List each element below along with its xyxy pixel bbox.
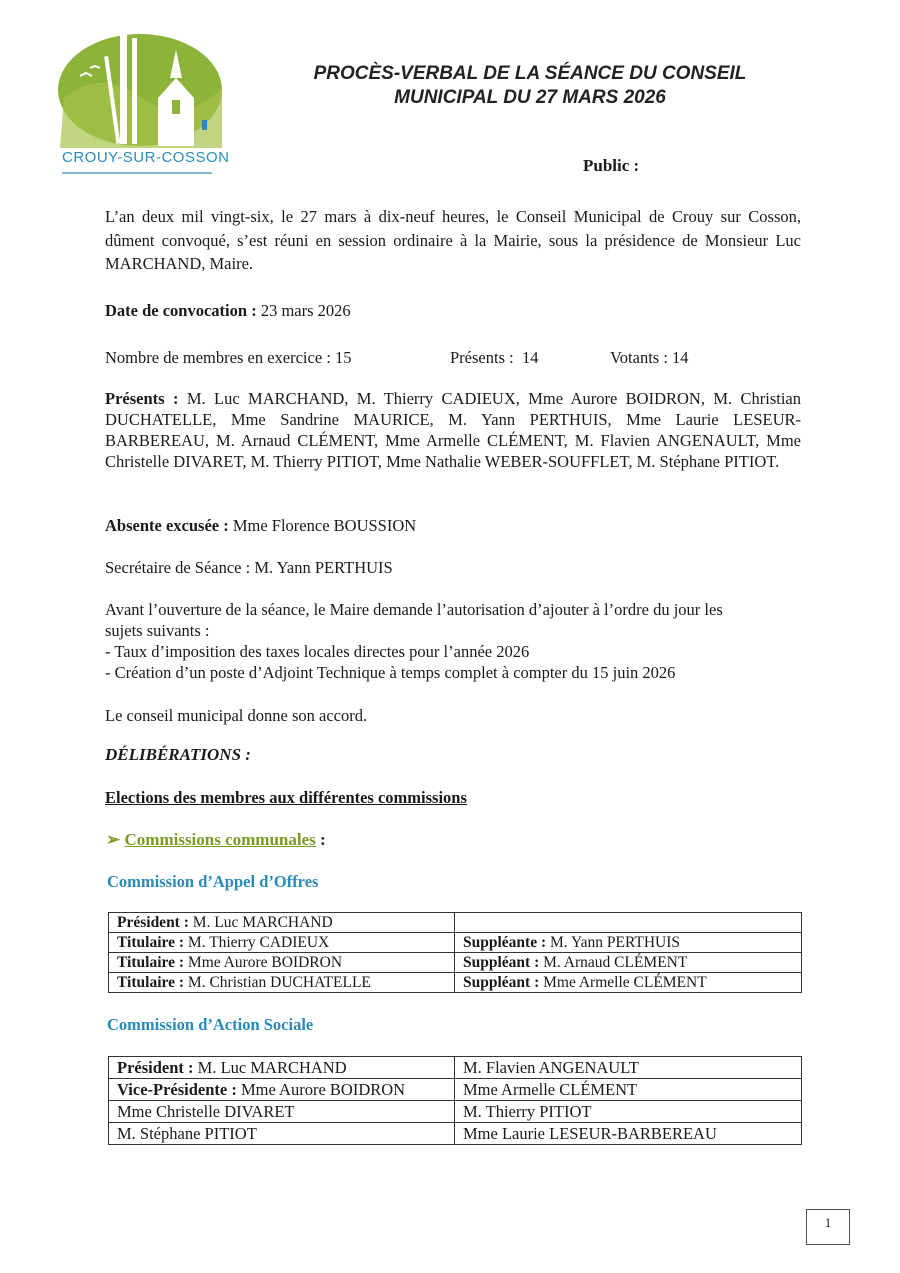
convocation-date: 23 mars 2026	[260, 301, 351, 320]
page-number: 1	[806, 1209, 850, 1245]
cell-value: M. Luc MARCHAND	[193, 1058, 347, 1077]
cell-value: M. Yann PERTHUIS	[546, 934, 680, 951]
table-cell	[455, 913, 802, 933]
cell-label: Titulaire :	[117, 974, 185, 991]
logo-underline	[62, 172, 212, 174]
cell-value: Mme Armelle CLÉMENT	[539, 974, 707, 991]
intro-paragraph: L’an deux mil vingt-six, le 27 mars à dix-neuf heures, le Conseil Municipal de Crouy sur Cosson, dûment convoqué, s’est réuni en session ordinaire à la Mairie, sous la présidence de Monsieur Luc MARCHAND, Maire.	[105, 207, 801, 273]
table-cell: M. Thierry PITIOT	[455, 1101, 802, 1123]
deliberations-heading: DÉLIBÉRATIONS :	[105, 745, 251, 764]
table-cell	[109, 1123, 455, 1145]
membres-count: Nombre de membres en exercice : 15	[105, 348, 352, 367]
cell-label: Président :	[117, 1058, 194, 1077]
ordre-line-1: Avant l’ouverture de la séance, le Maire demande l’autorisation d’ajouter à l’ordre du jour les	[105, 600, 723, 619]
table-cell	[109, 1057, 455, 1079]
table-cell	[109, 933, 455, 953]
table-cell	[109, 1079, 455, 1101]
ordre-line-2: sujets suivants :	[105, 621, 210, 640]
presents-label: Présents :	[105, 389, 179, 408]
cell-value: M. Christian DUCHATELLE	[184, 974, 371, 991]
crouy-logo	[52, 28, 230, 178]
absente-label: Absente excusée :	[105, 516, 229, 535]
table-cell	[109, 953, 455, 973]
title-line-2: MUNICIPAL DU 27 MARS 2026	[394, 87, 666, 108]
action-sociale-title: Commission d’Action Sociale	[107, 1015, 314, 1034]
commissions-communales-suffix: :	[315, 830, 326, 849]
cell-label: Suppléante :	[463, 934, 547, 951]
cell-label: Suppléant :	[463, 954, 540, 971]
cell-value: M. Thierry CADIEUX	[184, 934, 330, 951]
ordre-du-jour	[105, 599, 801, 683]
table-cell	[455, 953, 802, 973]
title-line-1: PROCÈS-VERBAL DE LA SÉANCE DU CONSEIL	[313, 63, 747, 84]
cell-label: Suppléant :	[463, 974, 540, 991]
page-title	[300, 62, 760, 110]
table-cell	[455, 973, 802, 993]
appel-offres-title: Commission d’Appel d’Offres	[107, 872, 319, 891]
table-row	[109, 973, 802, 993]
table-row	[109, 1101, 802, 1123]
table-row	[109, 953, 802, 973]
commissions-communales-heading	[106, 830, 326, 850]
cell-label: Président :	[117, 914, 189, 931]
presents-paragraph	[105, 388, 801, 472]
action-sociale-table	[108, 1056, 802, 1145]
logo-tree-church-icon	[52, 28, 230, 150]
commissions-communales-label: Commissions communales	[124, 830, 316, 849]
table-cell: Mme Laurie LESEUR-BARBEREAU	[455, 1123, 802, 1145]
votants-count: Votants : 14	[610, 348, 689, 367]
table-cell: M. Flavien ANGENAULT	[455, 1057, 802, 1079]
ordre-item-2: - Création d’un poste d’Adjoint Technique à temps complet à compter du 15 juin 2026	[105, 663, 676, 682]
table-cell	[109, 913, 455, 933]
table-row	[109, 1123, 802, 1145]
convocation-label: Date de convocation :	[105, 301, 257, 320]
presents-count: Présents : 14	[450, 348, 539, 367]
appel-offres-table	[108, 912, 802, 993]
table-cell	[455, 933, 802, 953]
secretaire-line: Secrétaire de Séance : M. Yann PERTHUIS	[105, 558, 393, 577]
presents-list: M. Luc MARCHAND, M. Thierry CADIEUX, Mme Aurore BOIDRON, M. Christian DUCHATELLE, Mme Sandrine MAURICE, M. Yann PERTHUIS, Mme Laurie LESEUR-BARBEREAU, M. Arnaud CLÉMENT, Mme Armelle CLÉMENT, M. Flavien ANGENAULT, Mme Christelle DIVARET, M. Thierry PITIOT, Mme Nathalie WEBER-SOUFFLET, M. Stéphane PITIOT.	[105, 389, 802, 471]
cell-label: Titulaire :	[117, 934, 185, 951]
elections-heading: Elections des membres aux différentes commissions	[105, 788, 467, 807]
table-cell: Mme Armelle CLÉMENT	[455, 1079, 802, 1101]
arrow-right-icon: ➢	[106, 830, 121, 849]
public-label: Public :	[583, 156, 640, 175]
cell-value: M. Luc MARCHAND	[188, 914, 333, 931]
cell-value: Mme Aurore BOIDRON	[236, 1080, 406, 1099]
cell-value: Mme Aurore BOIDRON	[184, 954, 343, 971]
table-row	[109, 913, 802, 933]
cell-label: Vice-Présidente :	[117, 1080, 237, 1099]
convocation-line	[105, 300, 801, 321]
cell-value: M. Arnaud CLÉMENT	[539, 954, 688, 971]
logo-town-name: CROUY-SUR-COSSON	[62, 149, 230, 166]
accord-line: Le conseil municipal donne son accord.	[105, 706, 368, 725]
table-cell	[109, 1101, 455, 1123]
table-row	[109, 1057, 802, 1079]
absente-name: Mme Florence BOUSSION	[232, 516, 417, 535]
table-cell	[109, 973, 455, 993]
absente-line	[105, 515, 801, 536]
table-row	[109, 1079, 802, 1101]
ordre-item-1: - Taux d’imposition des taxes locales directes pour l’année 2026	[105, 642, 530, 661]
table-row	[109, 933, 802, 953]
cell-value: Mme Christelle DIVARET	[117, 1102, 295, 1121]
cell-label: Titulaire :	[117, 954, 185, 971]
cell-value: M. Stéphane PITIOT	[117, 1124, 257, 1143]
